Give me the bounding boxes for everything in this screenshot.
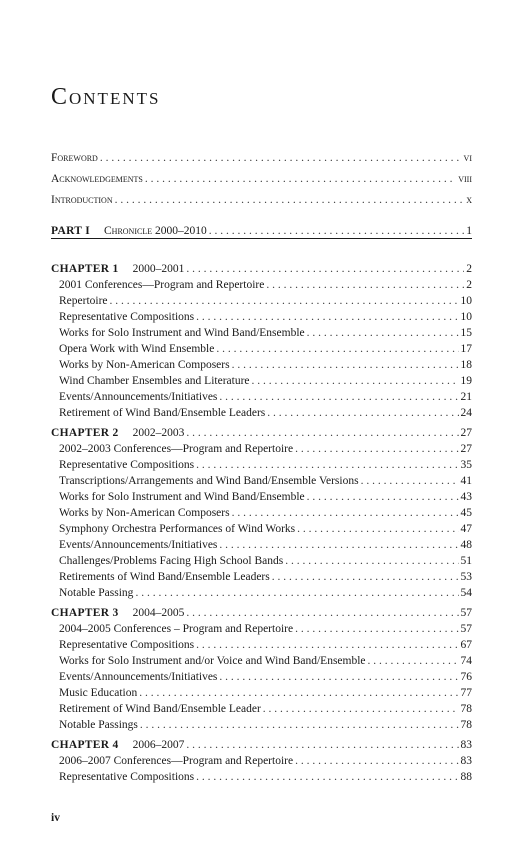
- part-label: PART I: [51, 225, 90, 237]
- leader-dots: [307, 325, 459, 341]
- entry-title: Works by Non-American Composers: [59, 359, 230, 371]
- entry-page: 24: [460, 407, 472, 419]
- entry-title: 2001 Conferences—Program and Repertoire: [59, 279, 265, 291]
- toc-entry[interactable]: [59, 325, 472, 341]
- toc-entry[interactable]: [59, 717, 472, 733]
- leader-dots: [196, 309, 458, 325]
- leader-dots: [263, 701, 459, 717]
- entry-page: 27: [460, 443, 472, 455]
- chapter-label: CHAPTER 2: [51, 427, 119, 439]
- entry-page: 15: [460, 327, 472, 339]
- entry-title: Events/Announcements/Initiatives: [59, 671, 218, 683]
- toc-entry[interactable]: [59, 701, 472, 717]
- entry-title: Music Education: [59, 687, 138, 699]
- toc-entry[interactable]: [59, 341, 472, 357]
- entry-title: Retirements of Wind Band/Ensemble Leaders: [59, 571, 270, 583]
- leader-dots: [368, 653, 459, 669]
- toc-entry[interactable]: [59, 753, 472, 769]
- entry-title: Works for Solo Instrument and/or Voice and Wind Band/Ensemble: [59, 655, 366, 667]
- toc-entry[interactable]: [59, 621, 472, 637]
- entry-page: 78: [460, 703, 472, 715]
- leader-dots: [307, 489, 459, 505]
- leader-dots: [145, 171, 456, 187]
- entry-title: Works by Non-American Composers: [59, 507, 230, 519]
- part-divider-rule: [51, 238, 472, 239]
- leader-dots: [295, 621, 458, 637]
- entry-page: 43: [460, 491, 472, 503]
- entry-title: Introduction: [51, 194, 113, 206]
- toc-entry[interactable]: [59, 405, 472, 421]
- entry-page: 74: [460, 655, 472, 667]
- toc-entry[interactable]: [59, 637, 472, 653]
- page-number: iv: [51, 812, 60, 824]
- toc-entry[interactable]: [59, 569, 472, 585]
- leader-dots: [140, 717, 459, 733]
- toc-entry[interactable]: [59, 489, 472, 505]
- entry-page: 78: [460, 719, 472, 731]
- chapter-title: 2000–2001: [132, 263, 185, 275]
- toc-chapter-2[interactable]: [51, 425, 472, 441]
- toc-entry[interactable]: [59, 309, 472, 325]
- entry-title: Retirement of Wind Band/Ensemble Leader: [59, 703, 261, 715]
- entry-page: 57: [460, 623, 472, 635]
- toc-entry-introduction[interactable]: [51, 192, 472, 208]
- entry-page: 83: [460, 755, 472, 767]
- leader-dots: [186, 737, 458, 753]
- entry-page: 54: [460, 587, 472, 599]
- leader-dots: [219, 537, 458, 553]
- toc-entry[interactable]: [59, 553, 472, 569]
- entry-page: 41: [460, 475, 472, 487]
- entry-title: 2002–2003 Conferences—Program and Repertoire: [59, 443, 294, 455]
- toc-chapter-4[interactable]: [51, 737, 472, 753]
- leader-dots: [285, 553, 458, 569]
- chapter-title: 2006–2007: [132, 739, 185, 751]
- entry-page: x: [466, 194, 472, 206]
- toc-chapter-3[interactable]: [51, 605, 472, 621]
- entry-page: 48: [460, 539, 472, 551]
- leader-dots: [297, 521, 458, 537]
- chapter-label: CHAPTER 3: [51, 607, 119, 619]
- leader-dots: [266, 277, 464, 293]
- toc-entry[interactable]: [59, 685, 472, 701]
- leader-dots: [361, 473, 459, 489]
- entry-page: 21: [460, 391, 472, 403]
- toc-entry[interactable]: [59, 505, 472, 521]
- chapter-label: CHAPTER 1: [51, 263, 119, 275]
- entry-title: Notable Passings: [59, 719, 138, 731]
- toc-entry-foreword[interactable]: [51, 150, 472, 166]
- toc-entry-acknowledgements[interactable]: [51, 171, 472, 187]
- leader-dots: [216, 341, 458, 357]
- toc-entry[interactable]: [59, 441, 472, 457]
- entry-page: 47: [460, 523, 472, 535]
- toc-entry[interactable]: [59, 457, 472, 473]
- leader-dots: [196, 457, 458, 473]
- entry-title: Works for Solo Instrument and Wind Band/Ensemble: [59, 491, 305, 503]
- chapter-page: 27: [460, 427, 472, 439]
- leader-dots: [232, 505, 459, 521]
- entry-title: Representative Compositions: [59, 771, 195, 783]
- leader-dots: [196, 769, 458, 785]
- entry-title: Notable Passing: [59, 587, 134, 599]
- entry-title: Symphony Orchestra Performances of Wind Works: [59, 523, 296, 535]
- page-title: Contents: [51, 84, 161, 110]
- entry-title: Representative Compositions: [59, 311, 195, 323]
- leader-dots: [295, 441, 458, 457]
- leader-dots: [110, 293, 459, 309]
- entry-page: 53: [460, 571, 472, 583]
- entry-title: Opera Work with Wind Ensemble: [59, 343, 215, 355]
- toc-entry[interactable]: [59, 293, 472, 309]
- entry-page: 45: [460, 507, 472, 519]
- toc-entry[interactable]: [59, 769, 472, 785]
- toc-entry[interactable]: [59, 277, 472, 293]
- chapter-label: CHAPTER 4: [51, 739, 119, 751]
- leader-dots: [252, 373, 459, 389]
- part-page: 1: [466, 225, 472, 237]
- entry-page: 10: [460, 311, 472, 323]
- leader-dots: [209, 223, 465, 239]
- chapter-page: 57: [460, 607, 472, 619]
- entry-page: 18: [460, 359, 472, 371]
- leader-dots: [219, 669, 458, 685]
- leader-dots: [186, 425, 458, 441]
- entry-page: 88: [460, 771, 472, 783]
- leader-dots: [186, 605, 458, 621]
- leader-dots: [135, 585, 458, 601]
- toc-part-heading[interactable]: [51, 223, 472, 239]
- leader-dots: [219, 389, 458, 405]
- toc-entry[interactable]: [59, 389, 472, 405]
- leader-dots: [139, 685, 458, 701]
- entry-title: 2006–2007 Conferences—Program and Repertoire: [59, 755, 294, 767]
- entry-title: Representative Compositions: [59, 639, 195, 651]
- toc-entry[interactable]: [59, 669, 472, 685]
- entry-page: 67: [460, 639, 472, 651]
- entry-title: Events/Announcements/Initiatives: [59, 391, 218, 403]
- entry-page: 77: [460, 687, 472, 699]
- toc-entry[interactable]: [59, 373, 472, 389]
- entry-page: 51: [460, 555, 472, 567]
- toc-chapter-1[interactable]: [51, 261, 472, 277]
- entry-page: 76: [460, 671, 472, 683]
- entry-title: Transcriptions/Arrangements and Wind Band/Ensemble Versions: [59, 475, 359, 487]
- entry-title: Works for Solo Instrument and Wind Band/Ensemble: [59, 327, 305, 339]
- leader-dots: [232, 357, 459, 373]
- part-title: Chronicle 2000–2010: [104, 225, 207, 237]
- toc-entry[interactable]: [59, 653, 472, 669]
- entry-title: Retirement of Wind Band/Ensemble Leaders: [59, 407, 266, 419]
- leader-dots: [186, 261, 464, 277]
- leader-dots: [100, 150, 462, 166]
- leader-dots: [196, 637, 458, 653]
- leader-dots: [267, 405, 458, 421]
- entry-page: 17: [460, 343, 472, 355]
- entry-page: 35: [460, 459, 472, 471]
- chapter-page: 2: [466, 263, 472, 275]
- entry-page: 2: [466, 279, 472, 291]
- entry-page: viii: [458, 173, 472, 185]
- toc-entry[interactable]: [59, 521, 472, 537]
- entry-page: 19: [460, 375, 472, 387]
- toc-entry[interactable]: [59, 357, 472, 373]
- leader-dots: [295, 753, 458, 769]
- toc-entry[interactable]: [59, 537, 472, 553]
- entry-title: Wind Chamber Ensembles and Literature: [59, 375, 250, 387]
- toc-entry[interactable]: [59, 585, 472, 601]
- entry-title: Foreword: [51, 152, 98, 164]
- entry-title: Events/Announcements/Initiatives: [59, 539, 218, 551]
- entry-title: Acknowledgements: [51, 173, 143, 185]
- entry-page: vi: [463, 152, 472, 164]
- leader-dots: [272, 569, 459, 585]
- entry-title: Repertoire: [59, 295, 108, 307]
- chapter-title: 2002–2003: [132, 427, 185, 439]
- entry-title: 2004–2005 Conferences – Program and Repertoire: [59, 623, 294, 635]
- chapter-page: 83: [460, 739, 472, 751]
- leader-dots: [115, 192, 465, 208]
- chapter-title: 2004–2005: [132, 607, 185, 619]
- toc-entry[interactable]: [59, 473, 472, 489]
- entry-page: 10: [460, 295, 472, 307]
- entry-title: Challenges/Problems Facing High School Bands: [59, 555, 284, 567]
- entry-title: Representative Compositions: [59, 459, 195, 471]
